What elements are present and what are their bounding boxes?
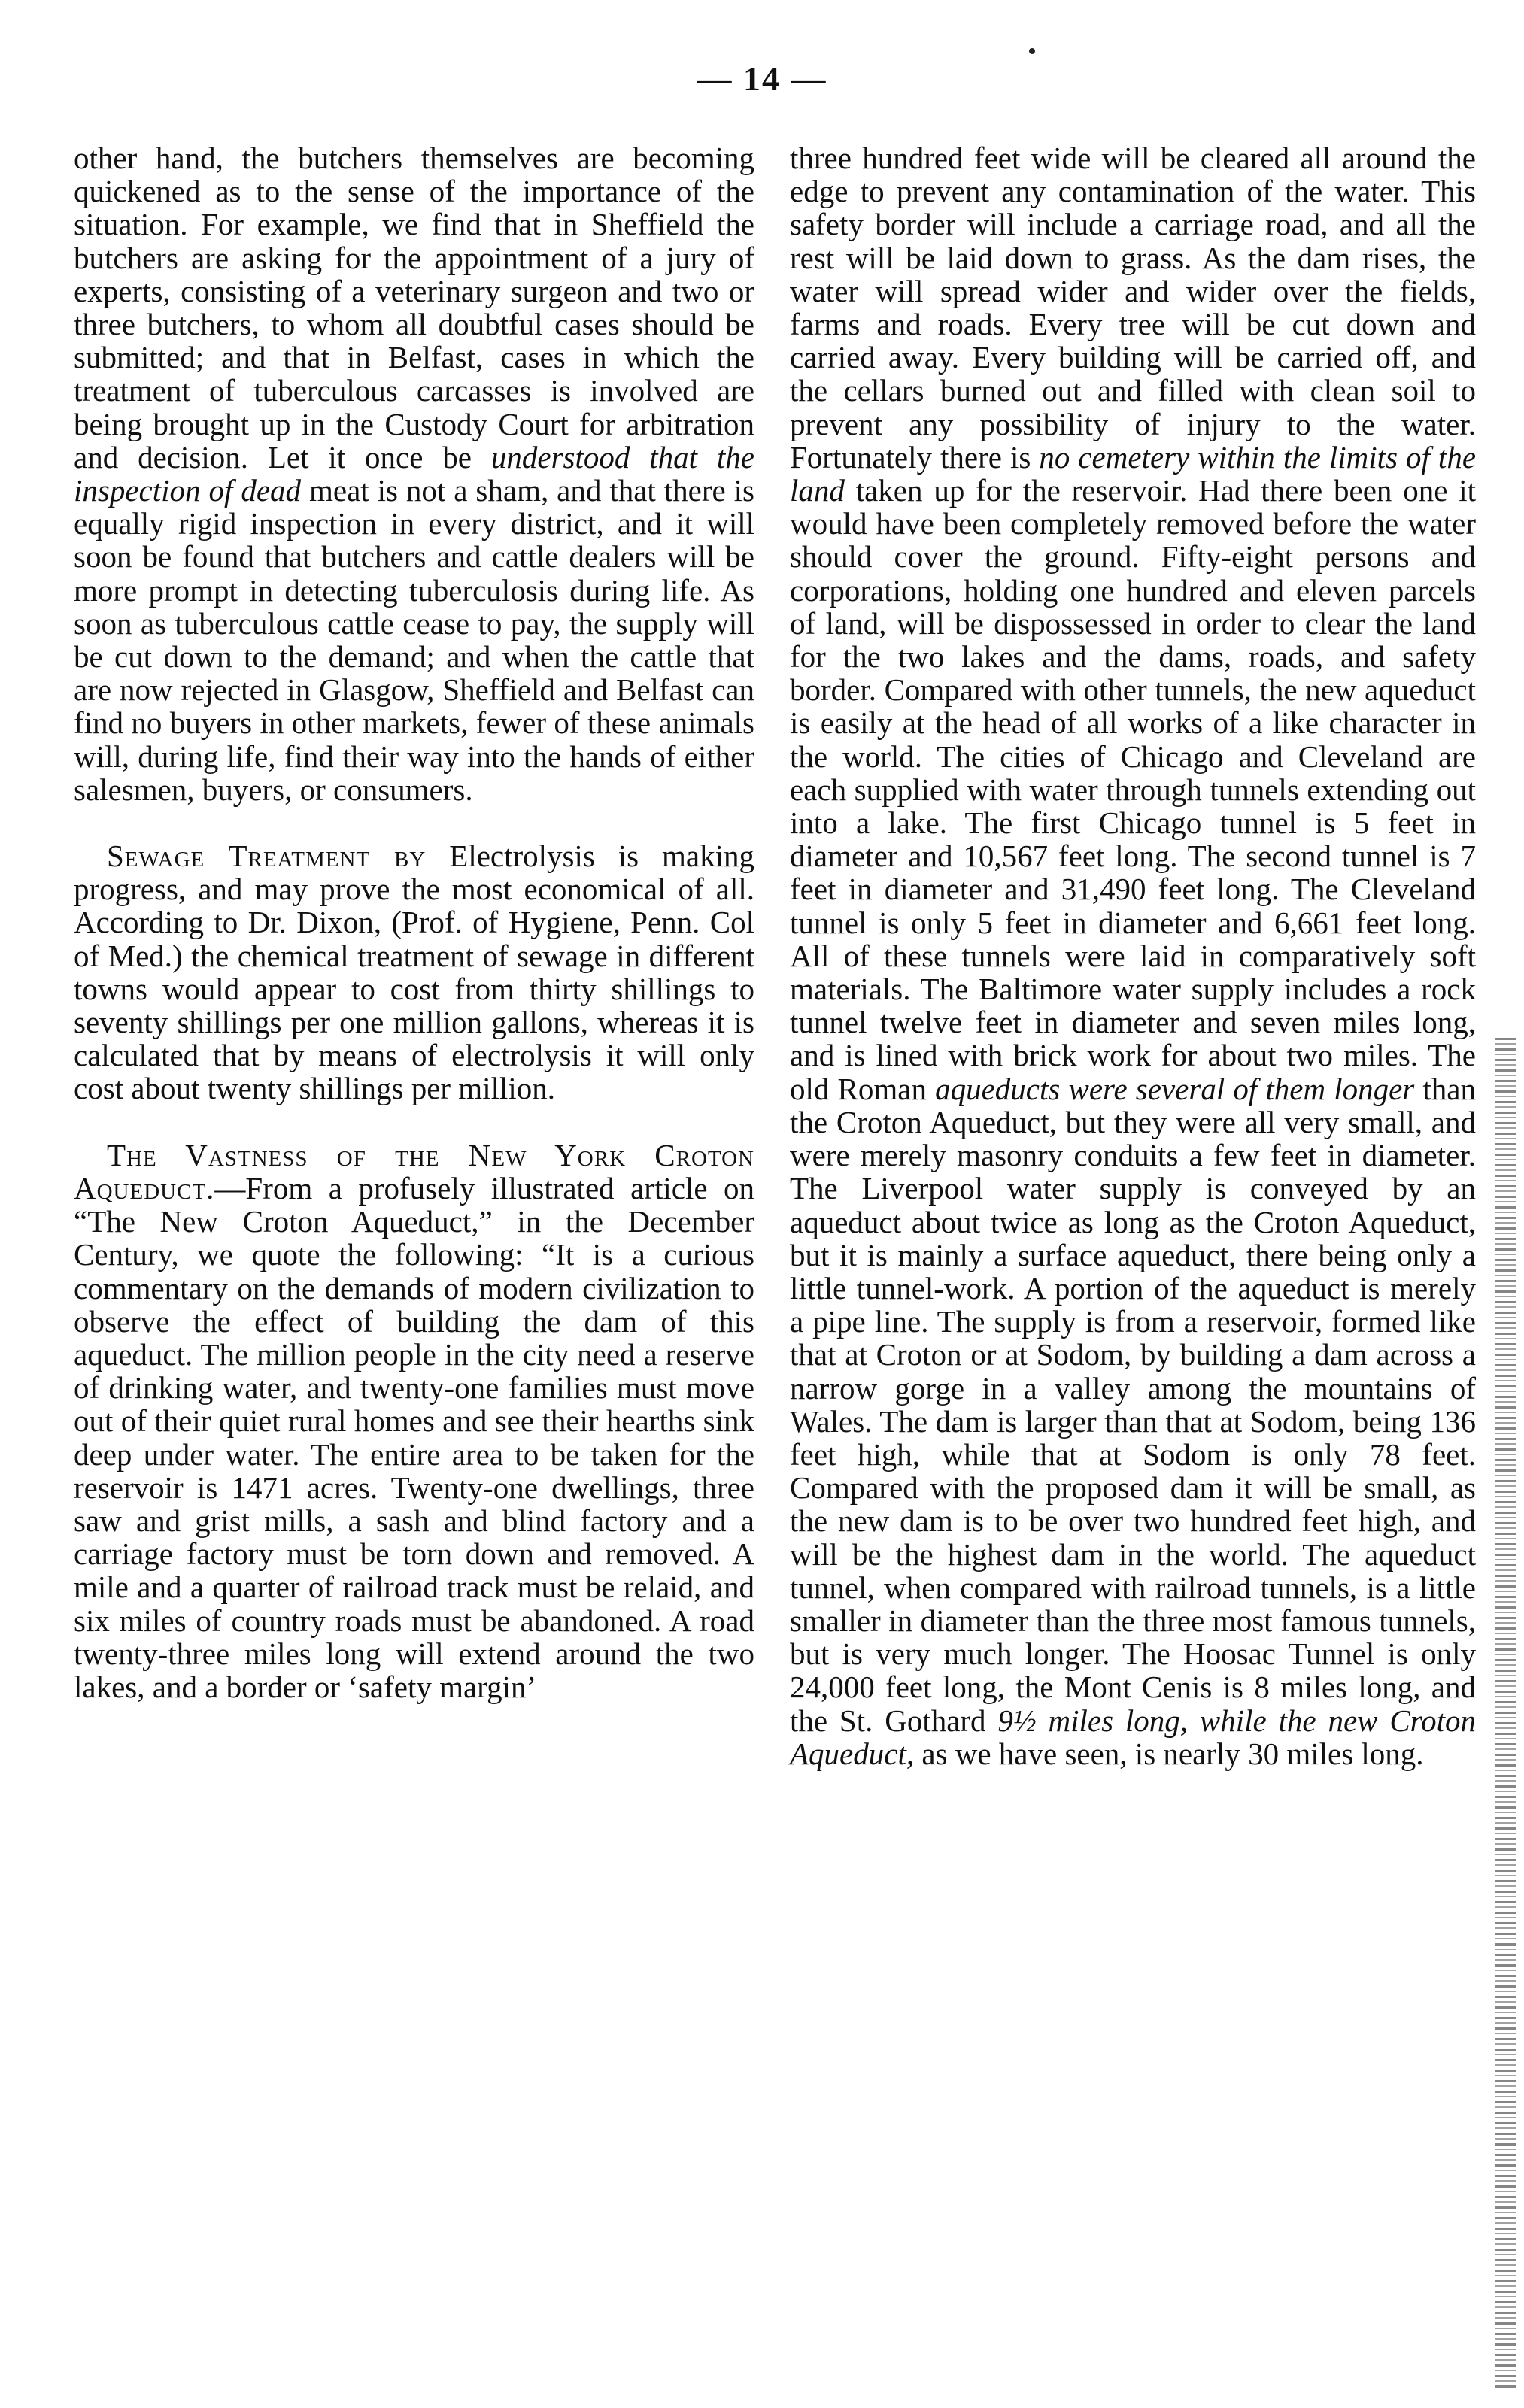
scan-edge-shadow: [1495, 1038, 1516, 2391]
section-heading-sewage: Sewage Treatment by: [107, 839, 427, 874]
paragraph-croton-continued: [790, 141, 1476, 1770]
paragraph-butchers: [74, 141, 754, 806]
paragraph-croton: [74, 1139, 754, 1703]
paragraph-text: taken up for the reservoir. Had there been one it would have been completely removed before the water should cover the ground. Fifty-eight persons and corporations, holding one hundred and eleven parcels of land, will be dispossessed in order to clear the land for the two lakes and the dams, roads, and safety border. Compared with other tunnels, the new aqueduct is easily at the head of all works of a like character in the world. The cities of Chicago and Cleveland are each supplied with water through tunnels extending out into a lake. The first Chicago tunnel is 5 feet in diameter and 10,567 feet long. The second tunnel is 7 feet in diameter and 31,490 feet long. The Cleveland tunnel is only 5 feet in diameter and 6,661 feet long. All of these tunnels were laid in comparatively soft materials. The Baltimore water supply includes a rock tunnel twelve feet in diameter and seven miles long, and is lined with brick work for about two miles. The old Roman: [790, 473, 1476, 1106]
paragraph-text: —From a profusely illustrated article on “The New Croton Aqueduct,” in the December Century, we quote the following: “It is a curious commentary on the demands of modern civilization to observe the effect of building the dam of this aqueduct. The million people in the city need a reserve of drinking water, and twenty-one families must move out of their quiet rural homes and see their hearths sink deep under water. The entire area to be taken for the reservoir is 1471 acres. Twenty-one dwellings, three saw and grist mills, a sash and blind factory and a carriage factory must be torn down and removed. A mile and a quarter of railroad track must be relaid, and six miles of country roads must be abandoned. A road twenty-three miles long will extend around the two lakes, and a border or ‘safety margin’: [74, 1170, 754, 1704]
paragraph-text: meat is not a sham, and that there is equally rigid inspection in every district, and it will soon be found that butchers and cattle dealers will be more prompt in detecting tuberculosis during life. As soon as tuberculous cattle cease to pay, the supply will be cut down to the demand; and when the cattle that are now rejected in Glasgow, Sheffield and Belfast can find no buyers in other markets, fewer of these animals will, during life, find their way into the hands of either salesmen, buyers, or consumers.: [74, 473, 755, 807]
paragraph-text: as we have seen, is nearly 30 miles long.: [921, 1736, 1424, 1771]
paragraph-text: other hand, the butchers themselves are becoming quickened as to the sense of the importance of the situation. For example, we find that in Sheffield the butchers are asking for the appointment of a jury of experts, consisting of a veterinary surgeon and two or three butchers, to whom all doubtful cases should be submitted; and that in Belfast, cases in which the treatment of tuberculous carcasses is involved are being brought up in the Custody Court for arbitration and decision. Let it once be: [74, 141, 754, 475]
page-number: — 14 —: [697, 59, 827, 98]
section-heading-croton: The Vastness of the New York Croton Aqueduct.: [74, 1137, 754, 1206]
ink-speck: [1029, 48, 1035, 54]
right-column: [790, 141, 1476, 1770]
italic-text: understood that the inspection of dead: [74, 439, 755, 508]
paragraph-text: than the Croton Aqueduct, but they were all very small, and were merely masonry conduits a few feet in diameter. The Liverpool water supply is conveyed by an aqueduct about twice as long as the Croton Aqueduct, but it is mainly a surface aqueduct, there being only a little tunnel-work. A portion of the aqueduct is merely a pipe line. The supply is from a reservoir, formed like that at Croton or at Sodom, by building a dam across a narrow gorge in a valley among the mountains of Wales. The dam is larger than that at Sodom, being 136 feet high, while that at Sodom is only 78 feet. Compared with the proposed dam it will be small, as the new dam is to be over two hundred feet high, and will be the highest dam in the world. The aqueduct tunnel, when compared with railroad tunnels, is a little smaller in diameter than the three most famous tunnels, but is very much longer. The Hoosac Tunnel is only 24,000 feet long, the Mont Cenis is 8 miles long, and the St. Gothard: [790, 1071, 1476, 1738]
italic-text: no cemetery within the limits of the land: [790, 439, 1477, 508]
italic-text: aqueducts were several of them longer: [935, 1071, 1415, 1106]
paragraph-text: Electrolysis is making progress, and may prove the most economical of all. According to Dr. Dixon, (Prof. of Hygiene, Penn. Col of Med.) the chemical treatment of sewage in different towns would appear to cost from thirty shillings to seventy shillings per one million gallons, whereas it is calculated that by means of electrolysis it will only cost about twenty shillings per million.: [74, 839, 755, 1106]
italic-text: 9½ miles long, while the new Croton Aqueduct,: [790, 1703, 1476, 1771]
left-column: [74, 141, 754, 1703]
paragraph-text: three hundred feet wide will be cleared all around the edge to prevent any contamination of the water. This safety border will include a carriage road, and all the rest will be laid down to grass. As the dam rises, the water will spread wider and wider over the fields, farms and roads. Every tree will be cut down and carried away. Every building will be carried off, and the cellars burned out and filled with clean soil to prevent any possibility of injury to the water. Fortunately there is: [790, 141, 1476, 475]
paragraph-sewage: [74, 839, 754, 1105]
